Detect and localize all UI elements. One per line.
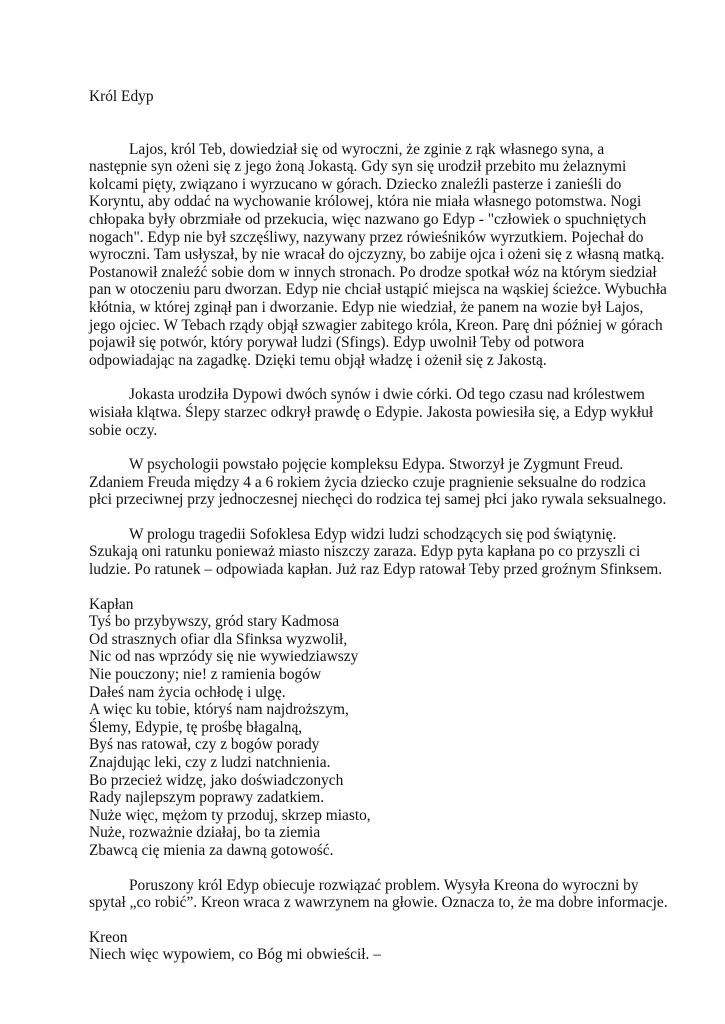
paragraph-curse xyxy=(89,386,654,439)
text-line: Postanowił znaleźć sobie dom w innych stronach. Po drodze spotkał wóz na którym siedział xyxy=(89,263,657,281)
text-line: wyroczni. Tam usłyszał, by nie wracał do ojczyzny, bo zabije ojca i ożeni się z własną matką. xyxy=(89,246,665,264)
verse-line: Byś nas ratował, czy z bogów porady xyxy=(89,736,320,754)
verse-line: Rady najlepszym poprawy zadatkiem. xyxy=(89,789,325,807)
verse-line: Dałeś nam życia ochłodę i ulgę. xyxy=(89,683,286,701)
text-line: chłopaka były obrzmiałe od przekucia, więc nazwano go Edyp - "człowiek o spuchniętych xyxy=(89,210,647,228)
paragraph-oracle xyxy=(89,876,668,912)
text-line: wisiała klątwa. Ślepy starzec odkrył prawdę o Edypie. Jakosta powiesiła się, a Edyp wykłuł xyxy=(89,403,654,421)
text-line: ludzie. Po ratunek – odpowiada kapłan. Już raz Edyp ratował Teby przed groźnym Sfinksem. xyxy=(89,561,663,579)
paragraph-story xyxy=(89,140,667,370)
text-line: jego ojciec. W Tebach rządy objął szwagier zabitego króla, Kreon. Parę dni później w górach xyxy=(89,316,663,334)
text-line: Koryntu, aby oddać na wychowanie królowej, która nie miała własnego potomstwa. Nogi xyxy=(89,193,642,211)
speaker-name: Kapłan xyxy=(89,595,134,613)
text-line: Lajos, król Teb, dowiedział się od wyroczni, że zginie z rąk własnego syna, a xyxy=(129,140,605,158)
text-line: kolcami pięty, związano i wyrzucano w górach. Dziecko znaleźli pasterze i zanieśli do xyxy=(89,175,622,193)
paragraph-psychology xyxy=(89,456,667,509)
text-line: Jokasta urodziła Dypowi dwóch synów i dwie córki. Od tego czasu nad królestwem xyxy=(129,386,645,404)
verse-line: Nie pouczony; nie! z ramienia bogów xyxy=(89,666,322,684)
verse-line: Od strasznych ofiar dla Sfinksa wyzwolił, xyxy=(89,630,348,648)
text-line: W psychologii powstało pojęcie kompleksu Edypa. Stworzył je Zygmunt Freud. xyxy=(129,456,624,474)
text-line: pojawił się potwór, który porywał ludzi (Sfings). Edyp uwolnił Teby od potwora xyxy=(89,334,585,352)
text-line: Zdaniem Freuda między 4 a 6 rokiem życia dziecko czuje pragnienie seksualne do rodzica xyxy=(89,473,646,491)
text-line: następnie syn ożeni się z jego żoną Jokastą. Gdy syn się urodził przebito mu żelaznymi xyxy=(89,158,627,176)
text-line: spytał „co robić”. Kreon wraca z wawrzynem na głowie. Oznacza to, że ma dobre informacje. xyxy=(89,894,668,912)
text-line: kłótnia, w której zginął pan i dworzanie. Edyp nie wiedział, że panem na wozie był Lajos, xyxy=(89,298,644,316)
paragraph-prologue xyxy=(89,525,663,579)
text-line: W prologu tragedii Sofoklesa Edyp widzi ludzi schodzących się pod świątynię. xyxy=(129,525,617,543)
text-line: odpowiadając na zagadkę. Dzięki temu objął władzę i ożenił się z Jakostą. xyxy=(89,351,547,369)
text-line: pan w otoczeniu paru dworzan. Edyp nie chciał ustąpić miejsca na wąskiej ścieżce. Wybuchła xyxy=(89,281,667,299)
document-body xyxy=(89,88,668,981)
text-line: nogach". Edyp nie był szczęśliwy, nazywany przez rówieśników wyrzutkiem. Pojechał do xyxy=(89,228,644,246)
verse-kreon xyxy=(89,929,649,964)
verse-kaplan xyxy=(89,596,649,860)
verse-line: Nuże więc, mężom ty przoduj, skrzep miasto, xyxy=(89,806,371,824)
speaker-name: Kreon xyxy=(89,928,128,946)
verse-line: Bo przecież widzę, jako doświadczonych xyxy=(89,771,344,789)
verse-line: A więc ku tobie, któryś nam najdroższym, xyxy=(89,701,349,719)
text-line: Poruszony król Edyp obiecuje rozwiązać problem. Wysyła Kreona do wyroczni by xyxy=(129,876,639,894)
verse-line: Nic od nas wprzódy się nie wywiedziawszy xyxy=(89,648,359,666)
document-title: Król Edyp xyxy=(89,88,154,105)
text-line: Szukają oni ratunku ponieważ miasto niszczy zaraza. Edyp pyta kapłana po co przyszli ci xyxy=(89,543,641,561)
verse-line: Zbawcą cię mienia za dawną gotowość. xyxy=(89,841,334,859)
verse-line: Nuże, rozważnie działaj, bo ta ziemia xyxy=(89,824,321,842)
verse-line: Ślemy, Edypie, tę prośbę błagalną, xyxy=(89,718,303,736)
text-line: płci przeciwnej przy jednoczesnej niechęci do rodzica tej samej płci jako rywala seksualnego. xyxy=(89,491,667,509)
verse-line: Niech więc wypowiem, co Bóg mi obwieścił. – xyxy=(89,946,381,964)
verse-line: Znajdując leki, czy z ludzi natchnienia. xyxy=(89,754,331,771)
verse-line: Tyś bo przybywszy, gród stary Kadmosa xyxy=(89,613,340,631)
text-line: sobie oczy. xyxy=(89,421,158,439)
